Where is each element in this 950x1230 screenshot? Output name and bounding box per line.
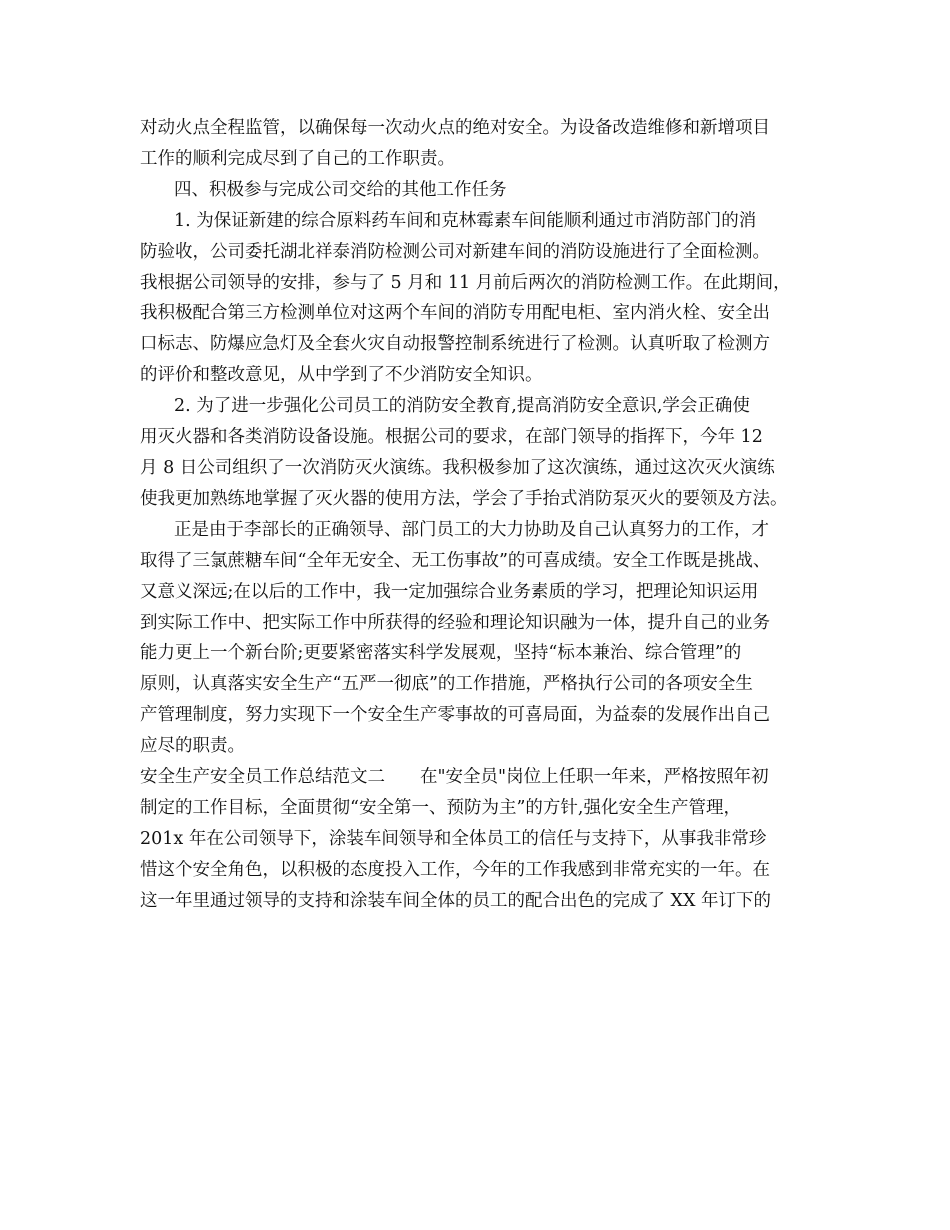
document-line: 用灭火器和各类消防设备设施。根据公司的要求，在部门领导的指挥下，今年 12 — [140, 427, 763, 448]
document-line: 的评价和整改意见，从中学到了不少消防安全知识。 — [140, 365, 543, 386]
document-line: 月 8 日公司组织了一次消防灭火演练。我积极参加了这次演练，通过这次灭火演练 — [140, 457, 775, 478]
document-line: 应尽的职责。 — [140, 736, 245, 757]
document-line: 制定的工作目标，全面贯彻“安全第一、预防为主”的方针,强化安全生产管理， — [140, 797, 741, 818]
document-line: 又意义深远;在以后的工作中，我一定加强综合业务素质的学习，把理论知识运用 — [140, 581, 759, 602]
document-line: 防验收，公司委托湖北祥泰消防检测公司对新建车间的消防设施进行了全面检测。 — [140, 241, 770, 262]
document-line: 四、积极参与完成公司交给的其他工作任务 — [174, 179, 507, 200]
document-line: 惜这个安全角色，以积极的态度投入工作，今年的工作我感到非常充实的一年。在 — [140, 859, 770, 880]
document-line: 取得了三氯蔗糖车间“全年无安全、无工伤事故”的可喜成绩。安全工作既是挑战、 — [140, 550, 771, 571]
document-line: 这一年里通过领导的支持和涂装车间全体的员工的配合出色的完成了 XX 年订下的 — [140, 890, 772, 911]
document-line: 2. 为了进一步强化公司员工的消防安全教育,提高消防安全意识,学会正确使 — [174, 396, 750, 417]
document-line: 能力更上一个新台阶;更要紧密落实科学发展观，坚持“标本兼治、综合管理”的 — [140, 643, 742, 664]
document-line: 对动火点全程监管，以确保每一次动火点的绝对安全。为设备改造维修和新增项目 — [140, 118, 770, 138]
document-line: 口标志、防爆应急灯及全套火灾自动报警控制系统进行了检测。认真听取了检测方 — [140, 334, 770, 355]
document-line: 工作的顺利完成尽到了自己的工作职责。 — [140, 148, 455, 169]
document-line: 安全生产安全员工作总结范文二 在"安全员"岗位上任职一年来，严格按照年初 — [140, 767, 769, 788]
document-line: 1. 为保证新建的综合原料药车间和克林霉素车间能顺利通过市消防部门的消 — [174, 210, 757, 231]
document-line: 产管理制度，努力实现下一个安全生产零事故的可喜局面，为益泰的发展作出自己 — [140, 705, 770, 726]
document-line: 201x 年在公司领导下，涂装车间领导和全体员工的信任与支持下，从事我非常珍 — [140, 828, 767, 849]
document-line: 使我更加熟练地掌握了灭火器的使用方法，学会了手抬式消防泵灭火的要领及方法。 — [140, 488, 788, 509]
document-line: 原则，认真落实安全生产“五严一彻底”的工作措施，严格执行公司的各项安全生 — [140, 674, 753, 695]
document-line: 我根据公司领导的安排，参与了 5 月和 11 月前后两次的消防检测工作。在此期间， — [140, 272, 791, 293]
document-line: 我积极配合第三方检测单位对这两个车间的消防专用配电柜、室内消火栓、安全出 — [140, 303, 770, 324]
document-line: 到实际工作中、把实际工作中所获得的经验和理论知识融为一体，提升自己的业务 — [140, 612, 770, 633]
document-body — [140, 113, 830, 917]
document-line: 正是由于李部长的正确领导、部门员工的大力协助及自己认真努力的工作，才 — [174, 519, 769, 540]
